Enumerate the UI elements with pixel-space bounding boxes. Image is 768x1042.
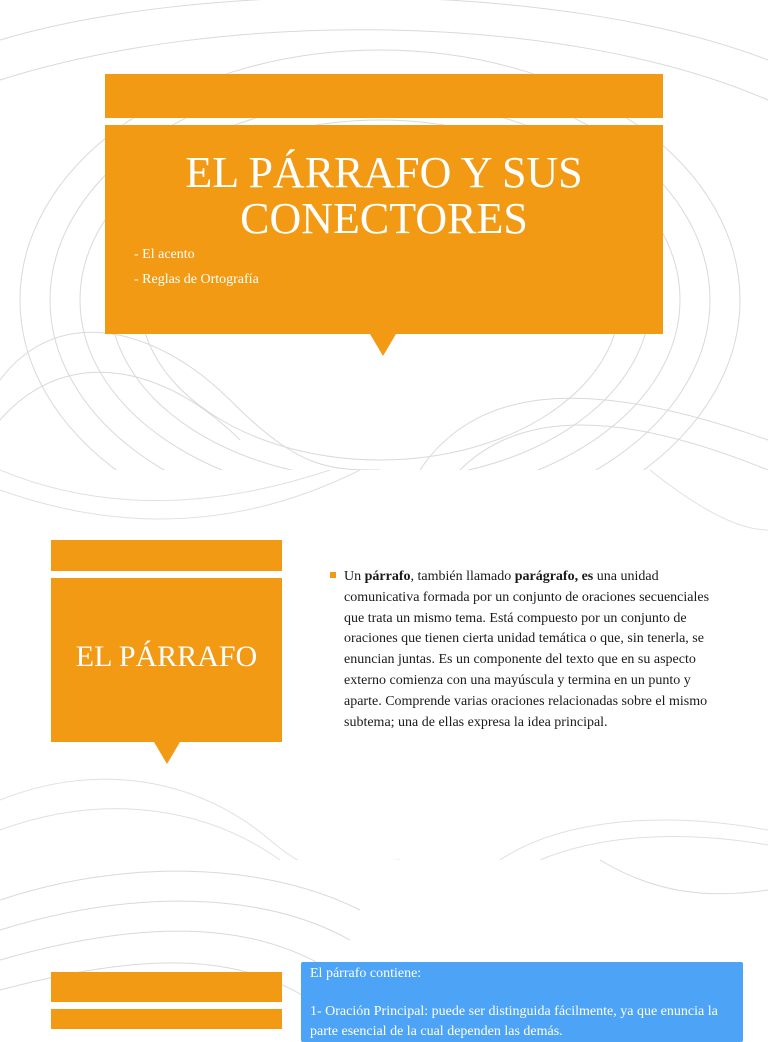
slide-title bbox=[0, 0, 768, 470]
section-title-box bbox=[51, 1009, 282, 1029]
content-box-title: El párrafo contiene: bbox=[310, 966, 422, 981]
definition-bullet bbox=[330, 567, 722, 733]
slide-contenido bbox=[0, 860, 768, 1039]
section-box-pointer bbox=[154, 742, 180, 764]
slide-parrafo bbox=[0, 470, 768, 860]
title-header-bar bbox=[105, 74, 663, 118]
bullet-square-icon bbox=[330, 572, 336, 578]
subtitle-ortografia: - Reglas de Ortografía bbox=[134, 272, 259, 287]
content-box-text: 1- Oración Principal: puede ser distinguida fácilmente, ya que enuncia la parte esencial de la cual dependen las demás. bbox=[310, 1004, 718, 1039]
title-box-pointer bbox=[370, 334, 396, 356]
section-header-bar bbox=[51, 540, 282, 571]
definition-text: Un párrafo, también llamado parágrafo, es una unidad comunicativa formada por un conjunto de oraciones secuenciales que trata un mismo tema. Está compuesto por un conjunto de oraciones que tienen cierta unidad temática o que, sin tenerla, se enuncian juntas. Es un componente del texto que en su aspecto externo comienza con una mayúscula y termina en un punto y aparte. Comprende varias oraciones relacionadas sobre el mismo subtema; una de ellas expresa la idea principal. bbox=[344, 569, 710, 730]
content-box bbox=[301, 962, 743, 1042]
section-title: EL PÁRRAFO bbox=[75, 640, 258, 673]
section-header-bar bbox=[51, 972, 282, 1002]
presentation-title: EL PÁRRAFO Y SUS CONECTORES bbox=[185, 148, 583, 243]
subtitle-accent: - El acento bbox=[134, 247, 195, 262]
